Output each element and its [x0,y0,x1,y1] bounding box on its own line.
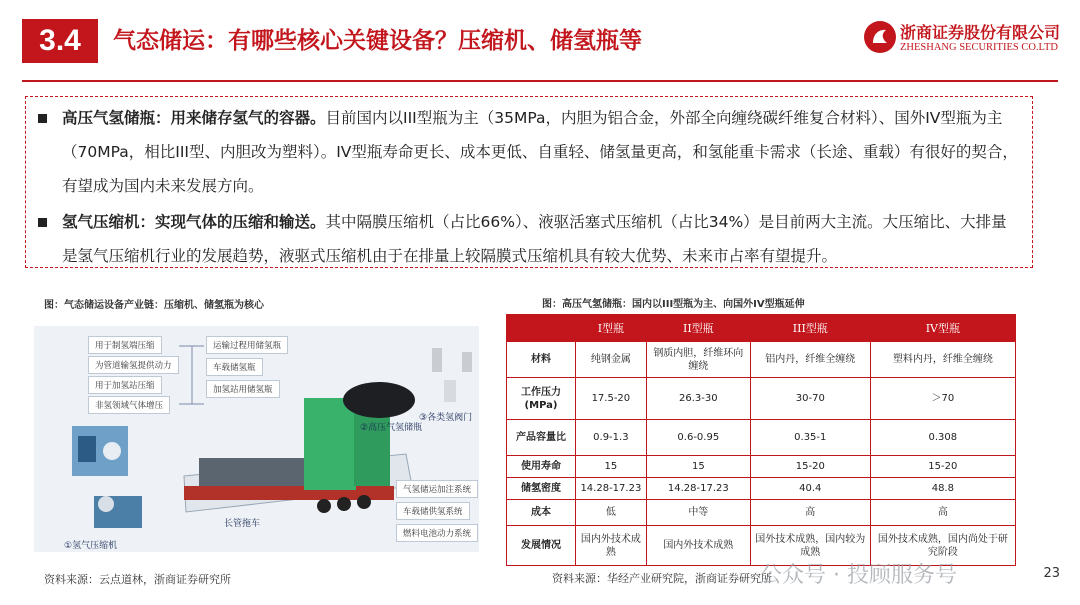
label-hydrogen-valves: ③各类氢阀门 [419,413,473,423]
right-figure-source: 资料来源：华经产业研究院，浙商证券研究所 [552,572,772,585]
table-cell: 国外技术成熟，国内较为成熟 [750,526,870,566]
label-system-refueling: 气氢储运加注系统 [396,480,478,498]
table-cell: 纯钢金属 [576,342,647,378]
row-header: 使用寿命 [507,456,576,478]
industry-chain-diagram [34,326,479,552]
table-cell: 高 [750,500,870,526]
table-cell: 15-20 [870,456,1015,478]
table-row [507,420,1016,456]
table-header-cell: IV型瓶 [870,315,1015,342]
table-cell: 0.9-1.3 [576,420,647,456]
table-cell: 中等 [646,500,750,526]
label-cylinder-transport: 运输过程用储氢瓶 [206,336,288,354]
row-header: 产品容量比 [507,420,576,456]
label-tube-trailer: 长管拖车 [224,519,261,529]
section-number: 3.4 [22,19,98,63]
label-system-fuel-cell: 燃料电池动力系统 [396,524,478,542]
table-header-cell: III型瓶 [750,315,870,342]
table-cell: 15 [646,456,750,478]
logo-name-en: ZHESHANG SECURITIES CO.LTD [900,42,1058,53]
table-cell: 15 [576,456,647,478]
label-compressor-pipeline: 为管道输氢提供动力 [88,356,179,374]
label-system-vehicle-supply: 车载储供氢系统 [396,502,470,520]
label-compressor-production: 用于制氢端压缩 [88,336,162,354]
table-cell: 低 [576,500,647,526]
table-row [507,378,1016,420]
label-compressor-station: 用于加氢站压缩 [88,376,162,394]
table-cell: 0.308 [870,420,1015,456]
table-row [507,500,1016,526]
table-cell: 0.6-0.95 [646,420,750,456]
table-cell: 14.28-17.23 [646,478,750,500]
table-row [507,478,1016,500]
label-compressor-non-hydrogen: 非氢领域气体增压 [88,396,170,414]
table-cell: 铝内丹，纤维全缠绕 [750,342,870,378]
right-figure-caption: 图：高压气氢储瓶：国内以III型瓶为主、向国外IV型瓶延伸 [542,299,805,310]
logo-mark-icon [864,21,896,53]
table-header-cell [507,315,576,342]
row-header: 储氢密度 [507,478,576,500]
logo-name-cn: 浙商证券股份有限公司 [900,23,1061,42]
table-cell: 塑料内丹，纤维全缠绕 [870,342,1015,378]
table-cell: 17.5-20 [576,378,647,420]
left-figure-source: 资料来源：云点道林，浙商证券研究所 [44,573,231,586]
table-row [507,456,1016,478]
table-cell: 14.28-17.23 [576,478,647,500]
summary-paragraph-1 [62,101,1022,203]
table-header-cell: I型瓶 [576,315,647,342]
paragraph-2-lead: 氢气压缩机：实现气体的压缩和输送。 [62,213,326,231]
summary-box [25,96,1033,268]
paragraph-1-body: 目前国内以III型瓶为主（35MPa，内胆为铝合金，外部全向缠绕碳纤维复合材料）、国外IV型瓶为主（70MPa，相比III型、内胆改为塑料）。IV型瓶寿命更长、成本更低、自重轻、储氢量更高，和氢能重卡需求（长途、重载）有很好的契合，有望成为国内未来发展方向。 [62,109,1018,195]
page-number: 23 [1043,566,1060,581]
table-header-cell: II型瓶 [646,315,750,342]
table-header-row [507,315,1016,342]
row-header: 工作压力(MPa) [507,378,576,420]
header-rule [22,80,1058,82]
row-header: 发展情况 [507,526,576,566]
table-cell: 高 [870,500,1015,526]
table-cell: 40.4 [750,478,870,500]
company-logo [864,18,1060,60]
row-header: 成本 [507,500,576,526]
table-cell: 15-20 [750,456,870,478]
table-cell: 30-70 [750,378,870,420]
paragraph-2-body: 其中隔膜压缩机（占比66%）、液驱活塞式压缩机（占比34%）是目前两大主流。大压缩比、大排量是氢气压缩机行业的发展趋势，液驱式压缩机由于在排量上较隔膜式压缩机具有较大优势、未来市占率有望提升。 [62,213,1007,265]
table-cell: 国内外技术成熟 [646,526,750,566]
paragraph-1-lead: 高压气氢储瓶：用来储存氢气的容器。 [62,109,326,127]
row-header: 材料 [507,342,576,378]
bullet-icon [38,114,47,123]
cylinder-comparison-table [506,314,1016,566]
table-row [507,342,1016,378]
bullet-icon [38,218,47,227]
left-figure-caption: 图：气态储运设备产业链：压缩机、储氢瓶为核心 [44,300,264,311]
table-cell: 48.8 [870,478,1015,500]
label-cylinder-station: 加氢站用储氢瓶 [206,380,280,398]
table-cell: 国内外技术成熟 [576,526,647,566]
table-cell: ＞70 [870,378,1015,420]
page-title: 气态储运：有哪些核心关键设备？压缩机、储氢瓶等 [113,28,642,54]
table-cell: 0.35-1 [750,420,870,456]
label-high-pressure-cylinder: ②高压气氢储瓶 [360,423,423,433]
label-cylinder-vehicle: 车载储氢瓶 [206,358,263,376]
label-hydrogen-compressor: ①氢气压缩机 [64,541,118,551]
table-cell: 钢质内胆，纤维环向缠绕 [646,342,750,378]
watermark: 公众号 · 投顾服务号 [760,563,957,588]
table-cell: 国外技术成熟，国内尚处于研究阶段 [870,526,1015,566]
table-cell: 26.3-30 [646,378,750,420]
summary-paragraph-2 [62,205,1022,273]
